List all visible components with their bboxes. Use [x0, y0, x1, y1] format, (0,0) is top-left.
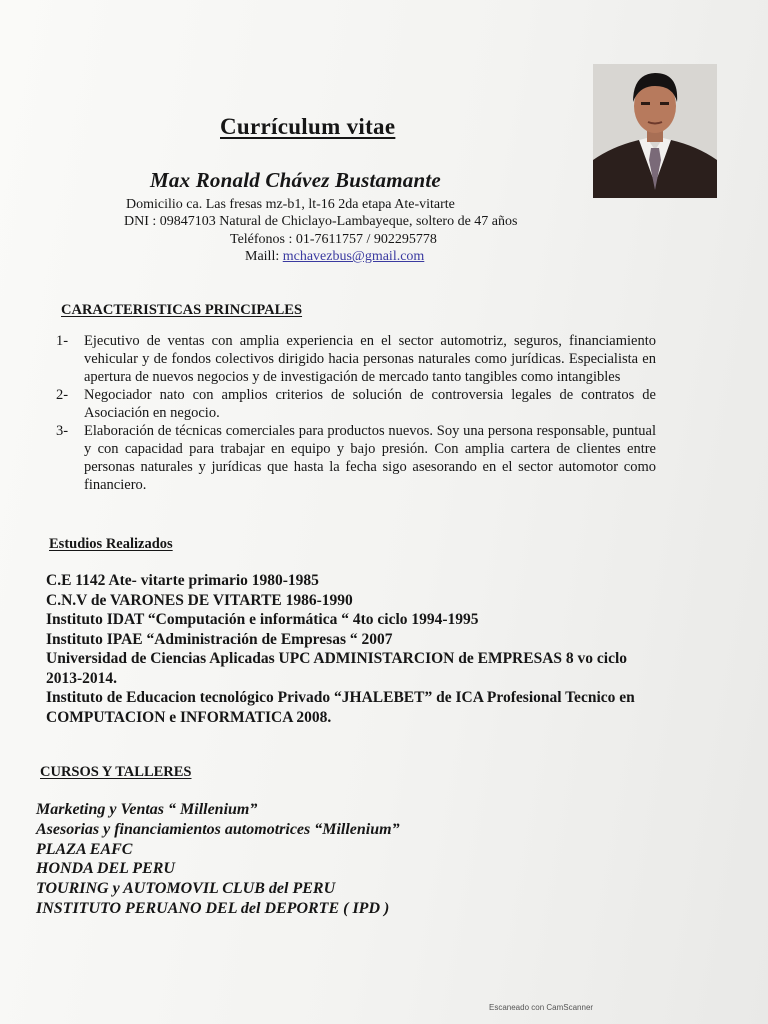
email-line: [245, 249, 424, 265]
course-item: Marketing y Ventas “ Millenium”: [36, 801, 258, 818]
study-item: Universidad de Ciencias Aplicadas UPC ADMINISTARCION de EMPRESAS 8 vo ciclo 2013-2014.: [46, 650, 628, 687]
courses-heading: CURSOS Y TALLERES: [40, 764, 192, 780]
profile-photo: [593, 64, 717, 198]
feature-number: 1-: [56, 333, 69, 349]
dni-line: DNI : 09847103 Natural de Chiclayo-Lambayeque, soltero de 47 años: [124, 214, 518, 229]
studies-heading: Estudios Realizados: [49, 536, 173, 552]
course-item: HONDA DEL PERU: [36, 860, 175, 878]
candidate-name: Max Ronald Chávez Bustamante: [150, 168, 441, 192]
course-item: PLAZA EAFC: [36, 840, 133, 858]
feature-text: Negociador nato con amplios criterios de solución de controversia legales de contratos de Asociación en negocio.: [84, 387, 656, 421]
document-title: Currículum vitae: [220, 114, 396, 139]
study-item: C.N.V de VARONES DE VITARTE 1986-1990: [46, 591, 353, 609]
feature-item: [56, 422, 656, 494]
course-item: Asesorias y financiamientos automotrices “Millenium”: [36, 820, 400, 838]
studies-list: [46, 571, 656, 727]
features-list: [56, 332, 656, 494]
feature-text: Elaboración de técnicas comerciales para productos nuevos. Soy una persona responsable, puntual y con capacidad para trabajar en equipo y bajo presión. Con amplia cartera de clientes entre personas naturales y jurídicas que hasta la fecha sigo asesorando en el sector automotor como financiero.: [84, 423, 656, 493]
email-label: Maill:: [245, 249, 280, 264]
study-item: Instituto IDAT “Computación e informática “ 4to ciclo 1994-1995: [46, 611, 479, 628]
feature-item: [56, 332, 656, 386]
features-heading: CARACTERISTICAS PRINCIPALES: [61, 302, 303, 318]
courses-list: [36, 800, 536, 919]
phones-line: Teléfonos : 01-7611757 / 902295778: [230, 232, 437, 247]
study-item: Instituto de Educacion tecnológico Privado “JHALEBET” de ICA Profesional Tecnico en COMPUTACION e INFORMATICA 2008.: [46, 689, 635, 726]
course-item: INSTITUTO PERUANO DEL del DEPORTE ( IPD ): [36, 899, 390, 917]
study-item: Instituto IPAE “Administración de Empresas “ 2007: [46, 630, 393, 648]
address-line: Domicilio ca. Las fresas mz-b1, lt-16 2da etapa Ate-vitarte: [126, 197, 455, 212]
course-item: TOURING y AUTOMOVIL CLUB del PERU: [36, 880, 336, 898]
person-portrait-icon: [593, 64, 717, 198]
study-item: C.E 1142 Ate- vitarte primario 1980-1985: [46, 572, 319, 589]
email-link[interactable]: mchavezbus@gmail.com: [282, 249, 425, 264]
scanner-watermark: Escaneado con CamScanner: [489, 1003, 594, 1012]
feature-item: [56, 386, 656, 422]
feature-text: Ejecutivo de ventas con amplia experiencia en el sector automotriz, seguros, financiamiento vehicular y de fondos colectivos dirigido hacia personas naturales como jurídicas. Especialista en apertura de nuevos negocios y de investigación de mercado tanto tangibles como intangibles: [84, 333, 656, 385]
feature-number: 2-: [56, 387, 69, 403]
feature-number: 3-: [56, 423, 69, 439]
